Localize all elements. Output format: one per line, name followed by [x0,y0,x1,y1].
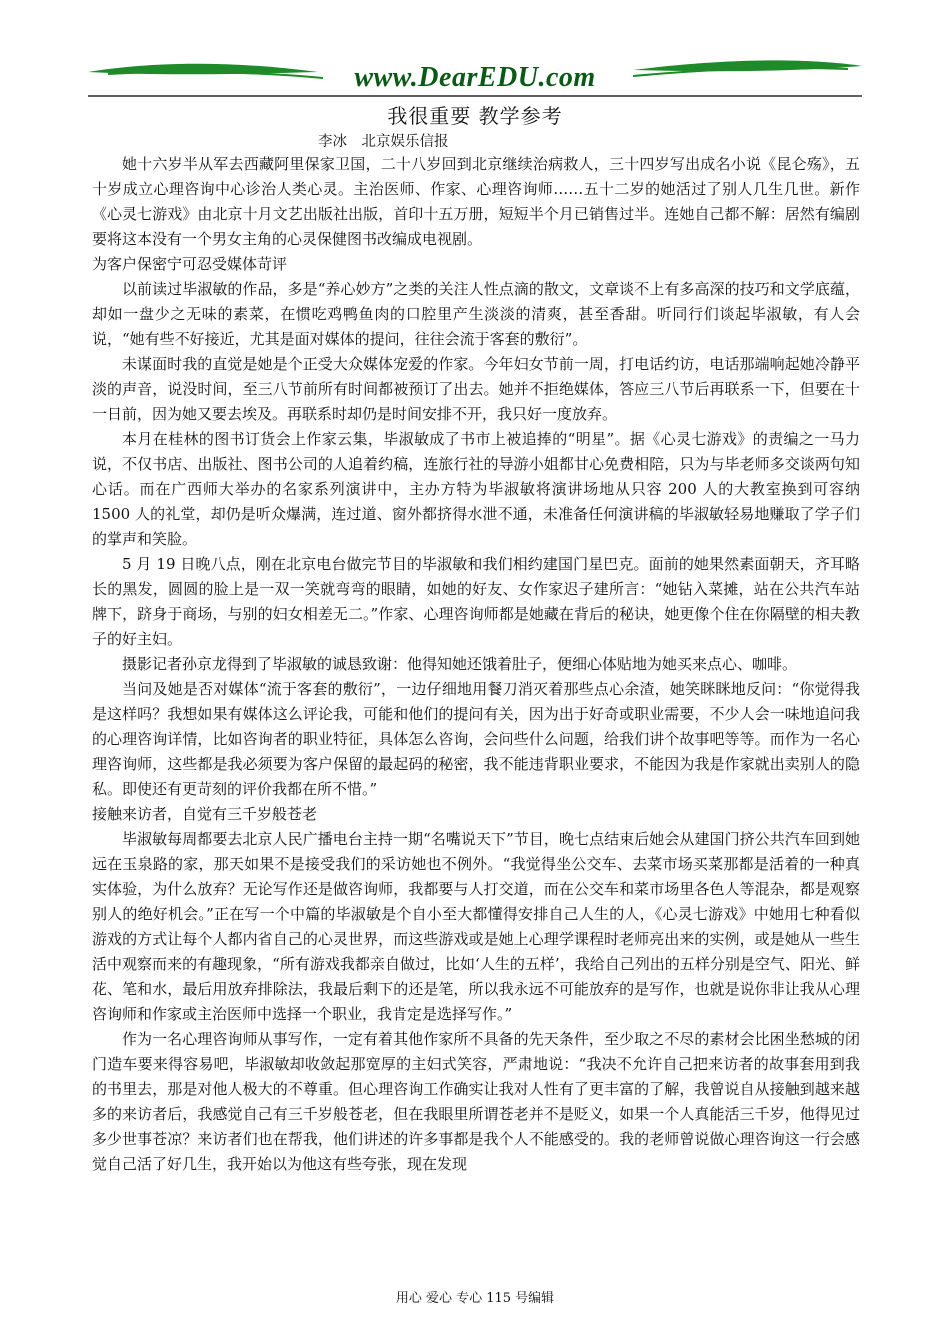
paragraph: 她十六岁半从军去西藏阿里保家卫国，二十八岁回到北京继续治病救人，三十四岁写出成名小说《昆仑殇》，五十岁成立心理咨询中心诊治人类心灵。主治医师、作家、心理咨询师……五十二岁的她活过了别人几生几世。新作《心灵七游戏》由北京十月文艺出版社出版，首印十五万册，短短半个月已销售过半。连她自己都不解：居然有编剧要将这本没有一个男女主角的心灵保健图书改编成电视剧。 [92,155,860,248]
paragraph: 未谋面时我的直觉是她是个正受大众媒体宠爱的作家。今年妇女节前一周，打电话约访，电话那端响起她冷静平淡的声音，说没时间，至三八节前所有时间都被预订了出去。她并不拒绝媒体，答应三八节后再联系一下，但要在十一日前，因为她又要去埃及。再联系时却仍是时间安排不开，我只好一度放弃。 [92,355,860,423]
byline: 李冰 北京娱乐信报 [318,134,449,150]
section-heading: 为客户保密宁可忍受媒体苛评 [92,255,288,273]
paragraph: 本月在桂林的图书订货会上作家云集，毕淑敏成了书市上被追捧的“明星”。据《心灵七游戏》的责编之一马力说，不仅书店、出版社、图书公司的人追着约稿，连旅行社的导游小姐都甘心免费相陪，只为与毕老师多交谈两句知心话。而在广西师大举办的名家系列演讲中，主办方特为毕淑敏将演讲场地从只容 200 人的大教室换到可容纳 1500 人的礼堂，却仍是听众爆满，连过道、窗外都挤得水泄不通，未准备任何演讲稿的毕淑敏轻易地赚取了学子们的掌声和笑脸。 [92,430,860,548]
paragraph: 毕淑敏每周都要去北京人民广播电台主持一期“名嘴说天下”节目，晚七点结束后她会从建国门挤公共汽车回到她远在玉泉路的家，那天如果不是接受我们的采访她也不例外。“我觉得坐公交车、去菜市场买菜那都是活着的一种真实体验，为什么放弃？无论写作还是做咨询师，我都要与人打交道，而在公交车和菜市场里各色人等混杂，都是观察别人的绝好机会。”正在写一个中篇的毕淑敏是个自小至大都懂得安排自己人生的人，《心灵七游戏》中她用七种看似游戏的方式让每个人都内省自己的心灵世界，而这些游戏或是她上心理学课程时老师亮出来的实例，或是她从一些生活中观察而来的有趣现象，“所有游戏我都亲自做过，比如‘人生的五样’，我给自己列出的五样分别是空气、阳光、鲜花、笔和水，最后用放弃排除法，我最后剩下的还是笔，所以我永远不可能放弃的是写作，也就是说你非让我从心理咨询师和作家或主治医师中选择一个职业，我肯定是选择写作。” [92,830,860,1023]
site-logo-text[interactable]: www.DearEDU.com [354,62,596,93]
paragraph: 当问及她是否对媒体“流于客套的敷衍”，一边仔细地用餐刀消灭着那些点心余渣，她笑眯眯地反问：“你觉得我是这样吗？我想如果有媒体这么评论我，可能和他们的提问有关，因为出于好奇或职业需要，不少人会一味地追问我的心理咨询详情，比如咨询者的职业特征，具体怎么咨询，会问些什么问题，给我们讲个故事吧等等。而作为一名心理咨询师，这些都是我必须要为客户保留的最起码的秘密，我不能违背职业要求，不能因为我是作家就出卖别人的隐私。即使还有更苛刻的评价我都在所不惜。” [92,680,860,798]
paragraph: 5 月 19 日晚八点，刚在北京电台做完节目的毕淑敏和我们相约建国门星巴克。面前的她果然素面朝天，齐耳略长的黑发，圆圆的脸上是一双一笑就弯弯的眼睛，如她的好友、女作家迟子建所言：“她钻入菜摊，站在公共汽车站牌下，跻身于商场，与别的妇女相差无二。”作家、心理咨询师都是她藏在背后的秘诀，她更像个住在你隔壁的相夫教子的好主妇。 [92,555,860,648]
article-body [92,152,860,1177]
paragraph: 摄影记者孙京龙得到了毕淑敏的诚恳致谢：他得知她还饿着肚子，便细心体贴地为她买来点心、咖啡。 [122,655,798,673]
page-title: 我很重要 教学参考 [387,104,563,128]
page-footer: 用心 爱心 专心 115 号编辑 [395,1291,555,1306]
paragraph: 以前读过毕淑敏的作品，多是“养心妙方”之类的关注人性点滴的散文，文章谈不上有多高深的技巧和文学底蕴，却如一盘少之无味的素菜，在惯吃鸡鸭鱼肉的口腔里产生淡淡的清爽，甚至香甜。听同行们谈起毕淑敏，有人会说，“她有些不好接近，尤其是面对媒体的提问，往往会流于客套的敷衍”。 [92,280,860,348]
paragraph: 作为一名心理咨询师从事写作，一定有着其他作家所不具备的先天条件，至少取之不尽的素材会比困坐愁城的闭门造车要来得容易吧，毕淑敏却收敛起那宽厚的主妇式笑容，严肃地说：“我决不允许自己把来访者的故事套用到我的书里去，那是对他人极大的不尊重。但心理咨询工作确实让我对人性有了更丰富的了解，我曾说自从接触到越来越多的来访者后，我感觉自己有三千岁般苍老，但在我眼里所谓苍老并不是贬义，如果一个人真能活三千岁，他得见过多少世事苍凉？来访者们也在帮我，他们讲述的许多事都是我个人不能感受的。我的老师曾说做心理咨询这一行会感觉自己活了好几生，我开始以为他这有些夸张，现在发现 [92,1030,860,1173]
site-header-banner [88,52,862,98]
section-heading: 接触来访者，自觉有三千岁般苍老 [92,805,318,823]
